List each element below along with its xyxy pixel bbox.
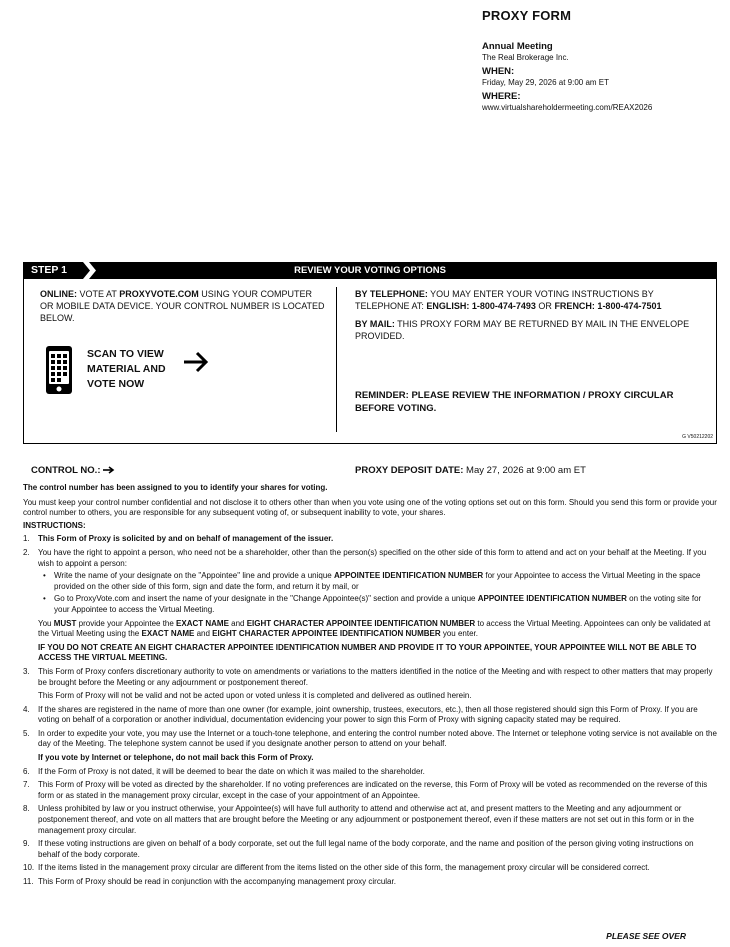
proxy-header — [482, 8, 722, 112]
please-see-over: PLEASE SEE OVER — [606, 931, 686, 941]
control-arrow-icon — [103, 466, 115, 474]
step-title: REVIEW YOUR VOTING OPTIONS — [294, 265, 446, 276]
mobile-phone-icon — [45, 345, 73, 395]
instruction-number: 3. — [23, 666, 30, 676]
instruction-item — [23, 767, 717, 778]
instruction-number: 6. — [23, 766, 30, 776]
step-label: STEP 1 — [23, 262, 85, 279]
mail-text: THIS PROXY FORM MAY BE RETURNED BY MAIL IN THE ENVELOPE PROVIDED. — [355, 319, 690, 341]
instruction-item — [23, 705, 717, 726]
instruction-text: This Form of Proxy is solicited by and on behalf of management of the issuer. — [38, 534, 334, 544]
bullet-item — [38, 571, 717, 592]
bullet-bold: APPOINTEE IDENTIFICATION NUMBER — [333, 571, 484, 581]
bullet-text: on the voting site for your Appointee to access the Virtual Meeting. — [54, 594, 702, 614]
instruction-number: 11. — [23, 877, 34, 886]
when-value: Friday, May 29, 2026 at 9:00 am ET — [482, 78, 610, 87]
instructions-list — [23, 534, 717, 887]
instruction-text: This Form of Proxy confers discretionary authority to vote on amendments or variations to the matters identified in the notice of the Meeting and with respect to other matters that may properly be brought before the Meeting or any adjournment or postponement thereof. — [38, 666, 713, 687]
instruction-text: If these voting instructions are given on behalf of a body corporate, set out the full legal name of the body corporate, and the name and position of the person giving voting instructions on behalf of the body corporate. — [38, 839, 694, 859]
bullet-item — [38, 594, 717, 615]
instruction-number: 8. — [23, 804, 30, 814]
mail-label: BY MAIL: — [355, 319, 395, 329]
right-arrow-icon — [181, 347, 211, 377]
instruction-text: If the items listed in the management proxy circular are different from the items listed on the other side of this form, the management proxy circular will be considered correct. — [38, 863, 650, 873]
bullet-text: Go to ProxyVote.com and insert the name of your designate in the "Change Appointee(s)" section and provide a unique — [54, 594, 478, 604]
deposit-label: PROXY DEPOSIT DATE: — [355, 465, 464, 476]
instruction-text: Unless prohibited by law or you instruct otherwise, your Appointee(s) will have full authority to attend and otherwise act at, and present matters to the Meeting and any adjournment or postponement thereof, and vote on all matters that are brought before the Meeting or any adjournment or postponement thereof, even if these matters are not set out in this form or in the management proxy circular. — [38, 804, 694, 835]
company-name: The Real Brokerage Inc. — [482, 53, 569, 62]
instruction-number: 7. — [23, 780, 30, 790]
online-label: ONLINE: — [40, 289, 77, 299]
assigned-text: The control number has been assigned to you to identify your shares for voting. — [23, 483, 328, 492]
scan-to-view-text: SCAN TO VIEW MATERIAL AND VOTE NOW — [87, 348, 166, 390]
instruction-text: If the Form of Proxy is not dated, it will be deemed to bear the date on which it was mailed to the shareholder. — [38, 766, 425, 776]
instruction-number: 2. — [23, 547, 30, 557]
mail-option — [355, 318, 710, 342]
deposit-value: May 27, 2026 at 9:00 am ET — [463, 465, 586, 476]
instruction-number: 1. — [23, 534, 30, 544]
instruction-text: You have the right to appoint a person, who need not be a shareholder, other than the person(s) specified on the other side of this form to attend and act on your behalf at the Meeting. If you wish to appoint a person: — [38, 547, 707, 568]
instruction-item — [23, 729, 717, 764]
french-number[interactable]: FRENCH: 1-800-474-7501 — [554, 301, 662, 311]
appointee-options — [38, 571, 717, 615]
bullet-bold: APPOINTEE IDENTIFICATION NUMBER — [477, 594, 627, 604]
form-title: PROXY FORM — [482, 8, 572, 23]
proxyvote-link[interactable]: PROXYVOTE.COM — [119, 289, 199, 299]
where-label: WHERE: — [482, 91, 521, 102]
instructions-label: INSTRUCTIONS: — [23, 520, 86, 530]
confidential-text: You must keep your control number confidential and not disclose it to others other than when you vote using one of the voting options set out on this form. Should you send this form or provide your control number to others, you are responsible for any subsequent voting of, or subsequent inability to vote, your shares. — [23, 497, 717, 518]
instruction-item — [23, 548, 717, 664]
online-post: USING YOUR COMPUTER OR MOBILE DATA DEVICE. YOUR CONTROL NUMBER IS LOCATED BELOW. — [40, 289, 325, 323]
must-provide-text: You MUST provide your Appointee the EXACT NAME and EIGHT CHARACTER APPOINTEE IDENTIFICATION NUMBER to access the Virtual Meeting. Appointees can only be validated at the Virtual Meeting using the EXACT NAME and EIGHT CHARACTER APPOINTEE IDENTIFICATION NUMBER you enter. — [38, 618, 711, 639]
bullet-glyph: • — [43, 571, 46, 581]
instruction-item — [23, 667, 717, 702]
instruction-subtext: This Form of Proxy will not be valid and not be acted upon or voted unless it is completed and delivered as outlined herein. — [38, 691, 472, 701]
bullet-glyph: • — [43, 594, 46, 604]
proxy-deposit-date — [355, 465, 586, 476]
instruction-item — [23, 877, 717, 888]
warning-text: IF YOU DO NOT CREATE AN EIGHT CHARACTER APPOINTEE IDENTIFICATION NUMBER AND PROVIDE IT TO YOUR APPOINTEE, YOUR APPOINTEE WILL NOT BE ABLE TO ACCESS THE VIRTUAL MEETING. — [38, 642, 697, 663]
or-text: OR — [535, 301, 555, 311]
instruction-item — [23, 839, 717, 860]
telephone-pre: YOU MAY ENTER YOUR VOTING INSTRUCTIONS BY TELEPHONE AT: — [355, 289, 654, 311]
bullet-text: Write the name of your designate on the "Appointee" line and provide a unique — [54, 571, 334, 581]
telephone-option — [355, 288, 710, 312]
instruction-text: In order to expedite your vote, you may use the Internet or a touch-tone telephone, and entering the control number noted above. The Internet or telephone voting service is not available on the day of the Meeting. The telephone system cannot be used if you designate another person to attend on your behalf. — [38, 728, 717, 749]
control-number-label — [31, 465, 115, 476]
options-divider — [336, 287, 337, 432]
instruction-item — [23, 863, 717, 874]
instruction-item — [23, 534, 717, 545]
when-label: WHEN: — [482, 66, 515, 77]
online-option — [40, 288, 325, 324]
instruction-text: If the shares are registered in the name of more than one owner (for example, joint ownership, trustees, executors, etc.), then all those registered should sign this Form of Proxy. If you are voting on behalf of a corporation or another individual, documentation evidencing your power to sign this Form of Proxy with signing capacity stated may be required. — [38, 704, 698, 725]
where-value: www.virtualshareholdermeeting.com/REAX2026 — [482, 103, 653, 112]
bullet-text: for your Appointee to access the Virtual Meeting in the space provided on the other side of this form, sign and date the form, and return it by mail, or — [54, 571, 701, 591]
instruction-item — [23, 804, 717, 836]
telephone-label: BY TELEPHONE: — [355, 289, 428, 299]
voting-options-box — [23, 279, 717, 444]
instruction-text: This Form of Proxy will be voted as directed by the shareholder. If no voting preferences are indicated on the reverse, this Form of Proxy will be voted as recommended on the reverse of this form or as stated in the management proxy circular, except in the case of your appointment of an Appointee. — [38, 780, 708, 800]
control-label: CONTROL NO.: — [31, 465, 101, 476]
instruction-number: 10. — [23, 863, 35, 873]
meeting-label: Annual Meeting — [482, 41, 553, 52]
instruction-subtext: If you vote by Internet or telephone, do not mail back this Form of Proxy. — [38, 753, 314, 763]
step-chevron-icon — [83, 262, 97, 279]
instruction-number: 9. — [23, 839, 30, 849]
reminder-text: REMINDER: PLEASE REVIEW THE INFORMATION / PROXY CIRCULAR BEFORE VOTING. — [355, 390, 674, 414]
instruction-number: 5. — [23, 728, 30, 738]
instructions-body — [23, 483, 717, 888]
instruction-text: This Form of Proxy should be read in conjunction with the accompanying management proxy circular. — [38, 877, 396, 886]
form-code: G V50212202 — [682, 434, 713, 440]
online-pre: VOTE AT — [77, 289, 120, 299]
english-number[interactable]: ENGLISH: 1-800-474-7493 — [426, 301, 536, 311]
instruction-number: 4. — [23, 704, 30, 714]
instruction-item — [23, 780, 717, 801]
step-bar — [23, 262, 717, 279]
